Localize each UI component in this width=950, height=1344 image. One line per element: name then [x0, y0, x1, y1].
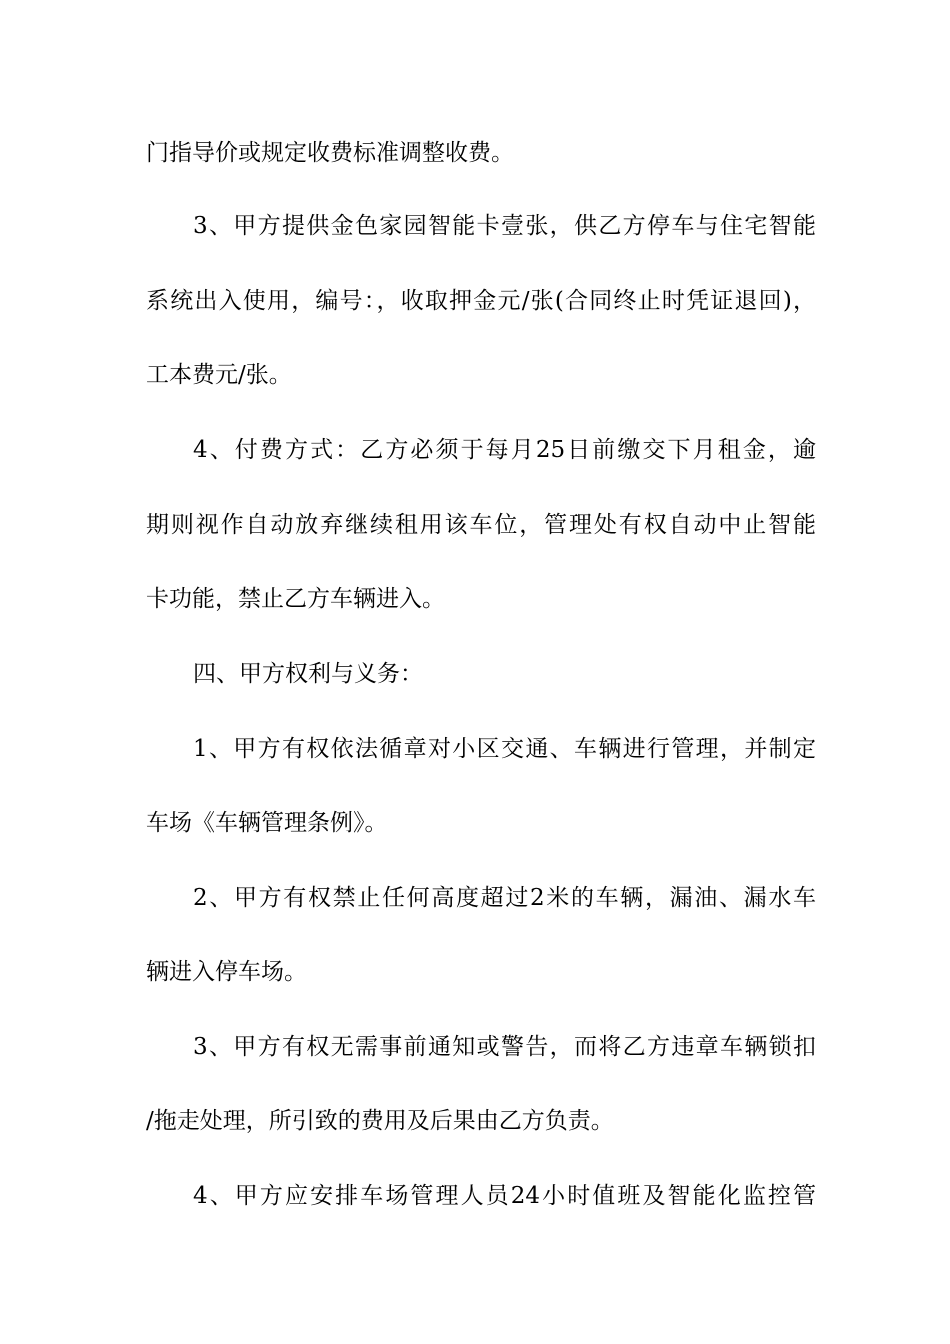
text-line: 辆进入停车场。 — [146, 959, 307, 985]
text-line: 4、甲方应安排车场管理人员24小时值班及智能化监控管 — [193, 1183, 816, 1209]
text-line: 系统出入使用，编号：，收取押金元/张(合同终止时凭证退回)， — [146, 288, 816, 314]
text-line: 4、付费方式：乙方必须于每月25日前缴交下月租金，逾 — [193, 437, 816, 463]
text-line: 3、甲方提供金色家园智能卡壹张，供乙方停车与住宅智能 — [193, 213, 816, 239]
section-heading: 四、甲方权利与义务： — [193, 661, 423, 687]
text-line: 车场《车辆管理条例》。 — [146, 810, 388, 836]
text-line: 2、甲方有权禁止任何高度超过2米的车辆，漏油、漏水车 — [193, 885, 816, 911]
text-line: 3、甲方有权无需事前通知或警告，而将乙方违章车辆锁扣 — [193, 1034, 816, 1060]
text-line: 卡功能，禁止乙方车辆进入。 — [146, 586, 445, 612]
text-line: /拖走处理，所引致的费用及后果由乙方负责。 — [146, 1108, 614, 1134]
text-line: 门指导价或规定收费标准调整收费。 — [146, 140, 514, 166]
text-line: 期则视作自动放弃继续租用该车位，管理处有权自动中止智能 — [146, 512, 816, 538]
text-line: 1、甲方有权依法循章对小区交通、车辆进行管理，并制定 — [193, 736, 816, 762]
text-line: 工本费元/张。 — [146, 362, 292, 388]
